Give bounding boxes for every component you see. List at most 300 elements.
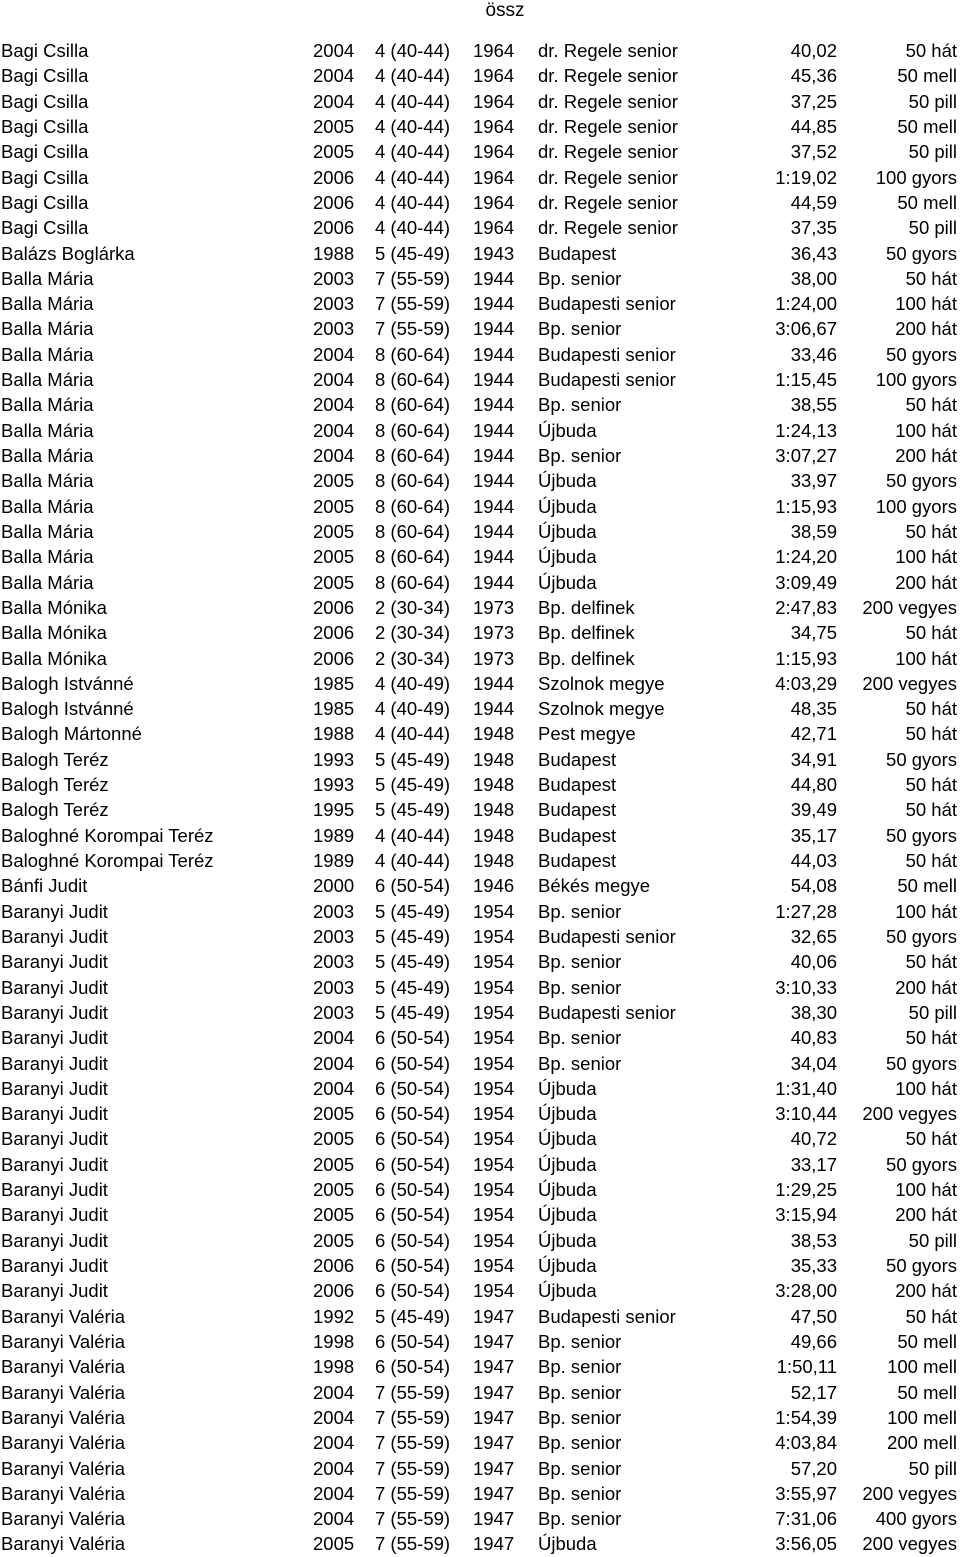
table-row (0, 696, 960, 721)
event-name: 50 hát (905, 394, 957, 416)
birth-year: 1944 (473, 445, 515, 466)
event-name: 200 hát (895, 318, 957, 340)
club-name: Bp. senior (538, 1508, 622, 1530)
event-name: 50 hát (905, 799, 957, 821)
table-row (0, 1126, 960, 1151)
table-row (0, 468, 960, 493)
birth-year: 1954 (473, 1077, 515, 1099)
event-name: 100 gyors (875, 369, 957, 391)
club-name: Újbuda (538, 1533, 597, 1555)
competition-year: 2003 (313, 267, 355, 289)
event-name: 50 pill (908, 141, 957, 163)
club-name: Bp. senior (538, 1457, 622, 1479)
age-group: 8 (60-64) (375, 394, 451, 416)
birth-year: 1954 (473, 925, 515, 947)
competition-year: 1998 (313, 1356, 355, 1378)
birth-year: 1954 (473, 1027, 515, 1049)
result-time: 44,03 (790, 850, 837, 871)
table-row (0, 342, 960, 367)
age-group: 4 (40-44) (375, 141, 451, 163)
event-name: 400 gyors (875, 1508, 957, 1530)
table-row (0, 418, 960, 443)
event-name: 100 hát (895, 419, 957, 441)
event-name: 200 hát (895, 1280, 957, 1302)
event-name: 50 mell (897, 1330, 957, 1352)
birth-year: 1947 (473, 1482, 515, 1504)
result-time: 4:03,29 (775, 672, 837, 694)
swimmer-name: Baranyi Judit (1, 900, 108, 922)
competition-year: 2006 (313, 191, 355, 213)
swimmer-name: Balla Mária (1, 369, 94, 391)
table-row (0, 544, 960, 569)
table-row (0, 63, 960, 88)
result-time: 1:50,11 (776, 1356, 837, 1378)
competition-year: 2006 (313, 1280, 355, 1302)
competition-year: 2004 (313, 1027, 355, 1049)
table-row (0, 1506, 960, 1531)
table-row (0, 1051, 960, 1076)
club-name: Budapest (538, 774, 617, 796)
age-group: 6 (50-54) (375, 1179, 451, 1201)
birth-year: 1964 (473, 40, 515, 61)
swimmer-name: Baranyi Judit (1, 1052, 108, 1074)
birth-year: 1944 (473, 698, 515, 720)
club-name: Bp. senior (538, 267, 622, 289)
event-name: 50 gyors (886, 470, 957, 492)
age-group: 8 (60-64) (375, 470, 451, 492)
club-name: Bp. senior (538, 445, 622, 466)
event-name: 50 mell (897, 875, 957, 897)
result-time: 38,00 (790, 267, 837, 289)
birth-year: 1944 (473, 394, 515, 416)
birth-year: 1954 (473, 1179, 515, 1201)
event-name: 100 hát (895, 1077, 957, 1099)
competition-year: 2006 (313, 1255, 355, 1276)
swimmer-name: Baranyi Judit (1, 1204, 108, 1226)
swimmer-name: Balogh Teréz (1, 748, 109, 770)
club-name: Budapesti senior (538, 925, 676, 947)
age-group: 6 (50-54) (375, 1077, 451, 1099)
swimmer-name: Baloghné Korompai Teréz (1, 850, 214, 871)
table-row (0, 266, 960, 291)
result-time: 57,20 (790, 1457, 837, 1479)
club-name: Bp. senior (538, 1432, 622, 1454)
result-time: 37,35 (790, 217, 837, 239)
birth-year: 1954 (473, 1229, 515, 1251)
competition-year: 2004 (313, 1406, 355, 1428)
swimmer-name: Baloghné Korompai Teréz (1, 824, 214, 846)
page-title: össz (485, 0, 525, 21)
age-group: 4 (40-44) (375, 723, 451, 745)
swimmer-name: Balla Mónika (1, 596, 107, 618)
table-row (0, 139, 960, 164)
swimmer-name: Balla Mária (1, 445, 94, 466)
club-name: Bp. senior (538, 318, 622, 340)
swimmer-name: Balázs Boglárka (1, 242, 135, 264)
birth-year: 1973 (473, 622, 515, 644)
competition-year: 2005 (313, 115, 355, 137)
swimmer-name: Baranyi Valéria (1, 1432, 126, 1454)
club-name: Újbuda (538, 495, 597, 517)
result-time: 32,65 (790, 925, 837, 947)
competition-year: 1985 (313, 672, 355, 694)
swimmer-name: Balla Mária (1, 293, 94, 315)
age-group: 8 (60-64) (375, 343, 451, 365)
birth-year: 1943 (473, 242, 515, 264)
result-time: 7:31,06 (775, 1508, 837, 1530)
birth-year: 1947 (473, 1406, 515, 1428)
event-name: 50 hát (905, 951, 957, 973)
table-row (0, 747, 960, 772)
swimmer-name: Balla Mária (1, 394, 94, 416)
results-table (0, 38, 960, 1557)
club-name: Pest megye (538, 723, 636, 745)
competition-year: 2004 (313, 445, 355, 466)
event-name: 50 hát (905, 1128, 957, 1150)
event-name: 50 gyors (886, 925, 957, 947)
swimmer-name: Baranyi Valéria (1, 1508, 126, 1530)
competition-year: 1993 (313, 774, 355, 796)
swimmer-name: Bagi Csilla (1, 90, 89, 112)
result-time: 42,71 (790, 723, 837, 745)
competition-year: 2003 (313, 976, 355, 998)
table-row (0, 1177, 960, 1202)
result-time: 33,46 (790, 343, 837, 365)
swimmer-name: Baranyi Valéria (1, 1457, 126, 1479)
age-group: 7 (55-59) (375, 1432, 451, 1454)
event-name: 50 hát (905, 723, 957, 745)
competition-year: 2005 (313, 571, 355, 593)
age-group: 4 (40-44) (375, 65, 451, 87)
club-name: Bp. delfinek (538, 647, 635, 669)
result-time: 1:24,00 (775, 293, 837, 315)
club-name: Bp. senior (538, 394, 622, 416)
competition-year: 2005 (313, 546, 355, 568)
age-group: 4 (40-44) (375, 90, 451, 112)
competition-year: 2004 (313, 419, 355, 441)
club-name: Budapest (538, 242, 617, 264)
swimmer-name: Baranyi Valéria (1, 1356, 126, 1378)
result-time: 38,55 (790, 394, 837, 416)
event-name: 200 hát (895, 571, 957, 593)
club-name: Bp. senior (538, 1052, 622, 1074)
table-row (0, 1076, 960, 1101)
result-time: 34,75 (790, 622, 837, 644)
competition-year: 2005 (313, 1103, 355, 1125)
event-name: 100 hát (895, 546, 957, 568)
result-time: 3:10,44 (775, 1103, 837, 1125)
event-name: 50 pill (908, 217, 957, 239)
club-name: dr. Regele senior (538, 90, 678, 112)
swimmer-name: Balla Mária (1, 470, 94, 492)
result-time: 44,80 (790, 774, 837, 796)
result-time: 1:54,39 (775, 1406, 837, 1428)
club-name: Újbuda (538, 1077, 597, 1099)
birth-year: 1944 (473, 369, 515, 391)
table-row (0, 89, 960, 114)
swimmer-name: Baranyi Judit (1, 925, 108, 947)
event-name: 50 hát (905, 1027, 957, 1049)
table-row (0, 519, 960, 544)
swimmer-name: Baranyi Judit (1, 1229, 108, 1251)
age-group: 5 (45-49) (375, 774, 451, 796)
swimmer-name: Bagi Csilla (1, 217, 89, 239)
age-group: 8 (60-64) (375, 571, 451, 593)
birth-year: 1947 (473, 1432, 515, 1454)
swimmer-name: Bagi Csilla (1, 115, 89, 137)
age-group: 4 (40-44) (375, 40, 451, 61)
table-row (0, 494, 960, 519)
club-name: dr. Regele senior (538, 65, 678, 87)
table-row (0, 114, 960, 139)
birth-year: 1944 (473, 546, 515, 568)
age-group: 8 (60-64) (375, 495, 451, 517)
birth-year: 1944 (473, 293, 515, 315)
page-header (0, 0, 960, 30)
age-group: 6 (50-54) (375, 1229, 451, 1251)
birth-year: 1946 (473, 875, 515, 897)
age-group: 6 (50-54) (375, 1128, 451, 1150)
result-time: 52,17 (790, 1381, 837, 1403)
swimmer-name: Balogh Istvánné (1, 698, 134, 720)
age-group: 8 (60-64) (375, 520, 451, 542)
table-row (0, 1000, 960, 1025)
event-name: 50 hát (905, 850, 957, 871)
event-name: 200 vegyes (862, 1533, 957, 1555)
event-name: 50 pill (908, 1001, 957, 1023)
age-group: 7 (55-59) (375, 293, 451, 315)
table-row (0, 316, 960, 341)
result-time: 37,52 (790, 141, 837, 163)
club-name: Bp. senior (538, 1482, 622, 1504)
event-name: 50 pill (908, 90, 957, 112)
competition-year: 1989 (313, 824, 355, 846)
competition-year: 1985 (313, 698, 355, 720)
club-name: Újbuda (538, 1280, 597, 1302)
swimmer-name: Baranyi Judit (1, 1001, 108, 1023)
result-time: 37,25 (790, 90, 837, 112)
age-group: 4 (40-44) (375, 191, 451, 213)
table-row (0, 1380, 960, 1405)
competition-year: 2006 (313, 166, 355, 188)
result-time: 48,35 (790, 698, 837, 720)
table-row (0, 215, 960, 240)
age-group: 7 (55-59) (375, 1533, 451, 1555)
age-group: 7 (55-59) (375, 1508, 451, 1530)
result-time: 3:10,33 (775, 976, 837, 998)
result-time: 36,43 (790, 242, 837, 264)
swimmer-name: Balogh Istvánné (1, 672, 134, 694)
result-time: 33,97 (790, 470, 837, 492)
birth-year: 1948 (473, 748, 515, 770)
swimmer-name: Baranyi Valéria (1, 1305, 126, 1327)
club-name: Újbuda (538, 470, 597, 492)
age-group: 8 (60-64) (375, 445, 451, 466)
event-name: 100 mell (887, 1356, 957, 1378)
swimmer-name: Baranyi Judit (1, 1077, 108, 1099)
event-name: 50 hát (905, 40, 957, 61)
club-name: Budapest (538, 824, 617, 846)
age-group: 4 (40-49) (375, 698, 451, 720)
age-group: 5 (45-49) (375, 242, 451, 264)
swimmer-name: Balla Mária (1, 520, 94, 542)
age-group: 5 (45-49) (375, 925, 451, 947)
result-time: 44,85 (790, 115, 837, 137)
club-name: Újbuda (538, 1204, 597, 1226)
competition-year: 1988 (313, 242, 355, 264)
result-time: 4:03,84 (775, 1432, 837, 1454)
competition-year: 2006 (313, 647, 355, 669)
age-group: 6 (50-54) (375, 1052, 451, 1074)
table-row (0, 241, 960, 266)
age-group: 2 (30-34) (375, 647, 451, 669)
event-name: 100 hát (895, 293, 957, 315)
birth-year: 1954 (473, 1204, 515, 1226)
swimmer-name: Bagi Csilla (1, 141, 89, 163)
age-group: 5 (45-49) (375, 1001, 451, 1023)
result-time: 1:24,20 (775, 546, 837, 568)
event-name: 100 mell (887, 1406, 957, 1428)
age-group: 4 (40-44) (375, 115, 451, 137)
swimmer-name: Balogh Mártonné (1, 723, 142, 745)
swimmer-name: Baranyi Valéria (1, 1381, 126, 1403)
age-group: 8 (60-64) (375, 419, 451, 441)
club-name: Budapest (538, 748, 617, 770)
swimmer-name: Balla Mónika (1, 622, 107, 644)
result-time: 34,04 (790, 1052, 837, 1074)
competition-year: 1988 (313, 723, 355, 745)
club-name: Bp. senior (538, 1330, 622, 1352)
competition-year: 2005 (313, 1204, 355, 1226)
event-name: 50 gyors (886, 242, 957, 264)
birth-year: 1948 (473, 723, 515, 745)
birth-year: 1948 (473, 850, 515, 871)
result-time: 38,30 (790, 1001, 837, 1023)
event-name: 50 hát (905, 622, 957, 644)
table-row (0, 797, 960, 822)
club-name: Budapest (538, 850, 617, 871)
table-row (0, 1329, 960, 1354)
swimmer-name: Baranyi Judit (1, 1103, 108, 1125)
swimmer-name: Baranyi Judit (1, 1179, 108, 1201)
competition-year: 2004 (313, 65, 355, 87)
result-time: 1:31,40 (775, 1077, 837, 1099)
competition-year: 2003 (313, 925, 355, 947)
competition-year: 2006 (313, 217, 355, 239)
club-name: dr. Regele senior (538, 141, 678, 163)
club-name: Budapest (538, 799, 617, 821)
result-time: 2:47,83 (775, 596, 837, 618)
event-name: 50 gyors (886, 748, 957, 770)
swimmer-name: Baranyi Judit (1, 1128, 108, 1150)
club-name: Újbuda (538, 1128, 597, 1150)
age-group: 4 (40-44) (375, 824, 451, 846)
table-row (0, 1481, 960, 1506)
birth-year: 1954 (473, 951, 515, 973)
competition-year: 2005 (313, 520, 355, 542)
table-row (0, 595, 960, 620)
swimmer-name: Baranyi Judit (1, 951, 108, 973)
swimmer-name: Balla Mária (1, 343, 94, 365)
table-row (0, 1531, 960, 1556)
result-time: 47,50 (790, 1305, 837, 1327)
club-name: Újbuda (538, 1229, 597, 1251)
club-name: Bp. senior (538, 951, 622, 973)
swimmer-name: Baranyi Judit (1, 976, 108, 998)
competition-year: 2004 (313, 369, 355, 391)
age-group: 6 (50-54) (375, 1027, 451, 1049)
event-name: 50 hát (905, 698, 957, 720)
result-time: 38,59 (790, 520, 837, 542)
result-time: 1:27,28 (775, 900, 837, 922)
competition-year: 2003 (313, 318, 355, 340)
club-name: Bp. senior (538, 1381, 622, 1403)
table-row (0, 949, 960, 974)
club-name: dr. Regele senior (538, 217, 678, 239)
event-name: 50 mell (897, 191, 957, 213)
competition-year: 2004 (313, 343, 355, 365)
table-row (0, 620, 960, 645)
result-time: 3:09,49 (775, 571, 837, 593)
competition-year: 1995 (313, 799, 355, 821)
birth-year: 1947 (473, 1330, 515, 1352)
age-group: 4 (40-44) (375, 166, 451, 188)
birth-year: 1954 (473, 1128, 515, 1150)
table-row (0, 1101, 960, 1126)
age-group: 2 (30-34) (375, 596, 451, 618)
competition-year: 2004 (313, 394, 355, 416)
birth-year: 1944 (473, 267, 515, 289)
result-time: 3:56,05 (775, 1533, 837, 1555)
age-group: 4 (40-44) (375, 850, 451, 871)
result-time: 1:15,93 (775, 647, 837, 669)
birth-year: 1944 (473, 520, 515, 542)
event-name: 200 vegyes (862, 672, 957, 694)
event-name: 200 vegyes (862, 1482, 957, 1504)
club-name: Újbuda (538, 1179, 597, 1201)
event-name: 100 hát (895, 900, 957, 922)
club-name: Budapesti senior (538, 1305, 676, 1327)
birth-year: 1964 (473, 191, 515, 213)
club-name: Békés megye (538, 875, 651, 897)
birth-year: 1948 (473, 799, 515, 821)
table-row (0, 1025, 960, 1050)
club-name: Bp. delfinek (538, 596, 635, 618)
age-group: 7 (55-59) (375, 318, 451, 340)
table-row (0, 646, 960, 671)
club-name: dr. Regele senior (538, 191, 678, 213)
age-group: 4 (40-44) (375, 217, 451, 239)
age-group: 5 (45-49) (375, 748, 451, 770)
competition-year: 2005 (313, 1533, 355, 1555)
birth-year: 1954 (473, 1001, 515, 1023)
birth-year: 1947 (473, 1356, 515, 1378)
club-name: Újbuda (538, 1255, 597, 1276)
age-group: 4 (40-49) (375, 672, 451, 694)
event-name: 50 mell (897, 115, 957, 137)
event-name: 50 hát (905, 774, 957, 796)
result-time: 49,66 (790, 1330, 837, 1352)
birth-year: 1947 (473, 1381, 515, 1403)
swimmer-name: Bagi Csilla (1, 40, 89, 61)
event-name: 50 hát (905, 1305, 957, 1327)
table-row (0, 1430, 960, 1455)
birth-year: 1944 (473, 571, 515, 593)
table-row (0, 1405, 960, 1430)
swimmer-name: Baranyi Valéria (1, 1406, 126, 1428)
club-name: Bp. senior (538, 900, 622, 922)
swimmer-name: Baranyi Judit (1, 1280, 108, 1302)
